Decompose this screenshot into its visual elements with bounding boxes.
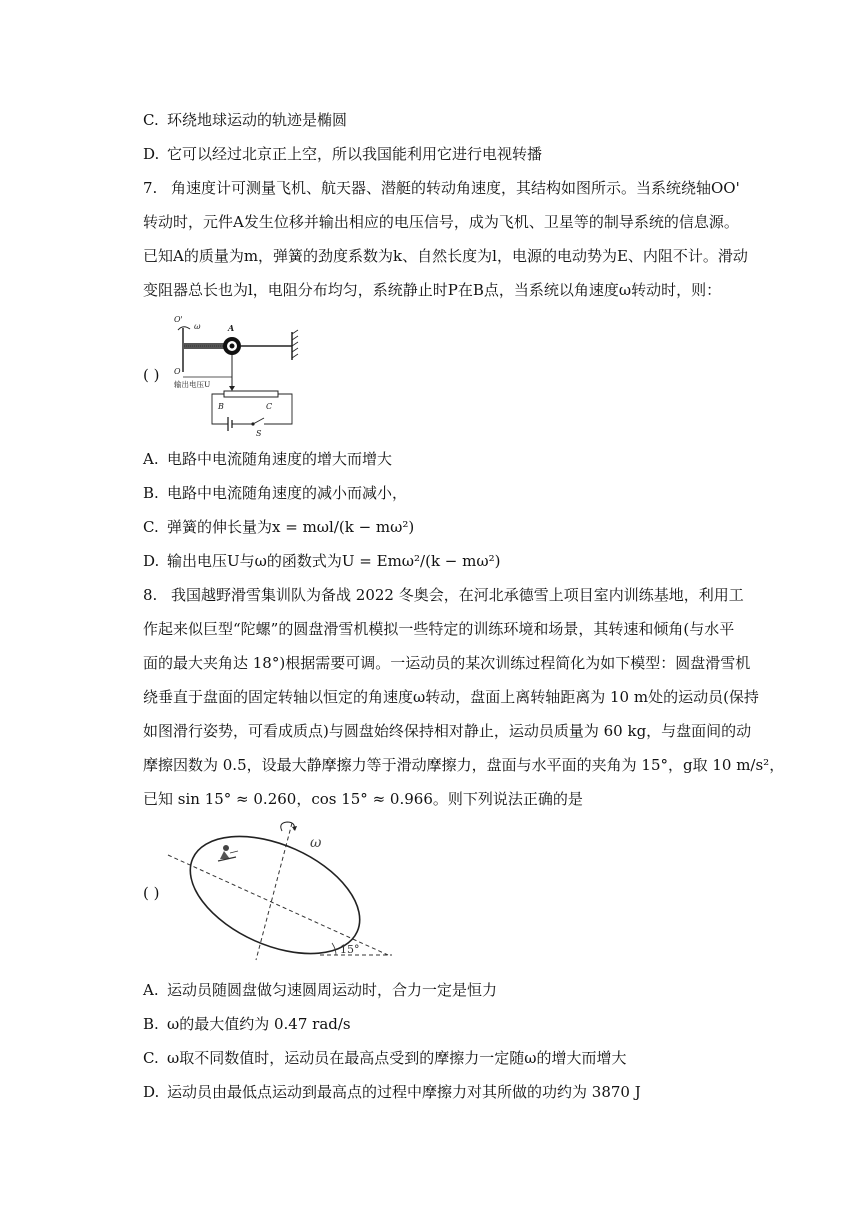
label-s: S	[256, 429, 262, 438]
q8-option-b: B. ω的最大值约为 0.47 rad/s	[143, 1015, 351, 1033]
q7-stem-line: 转动时，元件A发生位移并输出相应的电压信号，成为飞机、卫星等的制导系统的信息源。	[143, 213, 739, 231]
label-output-voltage: 输出电压U	[174, 380, 211, 389]
q8-stem-line: 作起来似巨型“陀螺”的圆盘滑雪机模拟一些特定的训练环境和场景，其转速和倾角(与水平	[143, 620, 735, 638]
label-a: A	[228, 323, 235, 333]
rheostat	[224, 391, 278, 397]
q7-option-a: A. 电路中电流随角速度的增大而增大	[143, 450, 393, 468]
answer-paren: ( )	[143, 366, 160, 384]
question-number: 8.	[143, 586, 158, 604]
q7-stem-line: 已知A的质量为m，弹簧的劲度系数为k、自然长度为l，电源的电动势为E、内阻不计。滑动	[143, 247, 748, 265]
label-15-degree: 15°	[340, 943, 360, 956]
label-b: B	[218, 402, 224, 411]
answer-paren: ( )	[143, 884, 160, 902]
q6-option-c: C. 环绕地球运动的轨迹是椭圆	[143, 111, 348, 129]
label-omega: ω	[310, 835, 322, 851]
q7-option-d: D. 输出电压U与ω的函数式为U = Emω²/(k − mω²)	[143, 552, 501, 570]
q7-stem-line: 变阻器总长也为l，电阻分布均匀，系统静止时P在B点，当系统以角速度ω转动时，则：	[143, 281, 722, 299]
rotation-axis	[256, 823, 292, 960]
rotation-arrow	[178, 327, 190, 330]
q8-stem-line: 面的最大夹角达 18°)根据需要可调。一运动员的某次训练过程简化为如下模型：圆盘滑雪机	[143, 654, 751, 672]
disc-skiing-machine-figure	[160, 815, 410, 965]
wall	[292, 330, 298, 360]
rotation-arrow	[281, 822, 295, 831]
q6-option-d: D. 它可以经过北京正上空，所以我国能利用它进行电视转播	[143, 145, 543, 163]
switch	[251, 418, 264, 426]
label-o: O	[174, 367, 181, 376]
spring	[184, 343, 224, 349]
q7-option-c: C. 弹簧的伸长量为x = mωl/(k − mω²)	[143, 518, 415, 536]
q8-option-c: C. ω取不同数值时，运动员在最高点受到的摩擦力一定随ω的增大而增大	[143, 1049, 627, 1067]
q8-stem-line: 8. 我国越野滑雪集训队为备战 2022 冬奥会，在河北承德雪上项目室内训练基地，利用工	[143, 586, 744, 604]
q7-option-b: B. 电路中电流随角速度的减小而减小，	[143, 484, 408, 502]
q8-stem-line: 摩擦因数为 0.5，设最大静摩擦力等于滑动摩擦力，盘面与水平面的夹角为 15°，g取 10 m/s²，	[143, 756, 785, 774]
angular-velocity-meter-figure	[170, 312, 310, 438]
angle-arc	[332, 943, 336, 955]
question-number: 7.	[143, 179, 158, 197]
q7-stem-line: 7. 角速度计可测量飞机、航天器、潜艇的转动角速度，其结构如图所示。当系统绕轴OO'	[143, 179, 740, 197]
q8-stem-line: 已知 sin 15° ≈ 0.260，cos 15° ≈ 0.966。则下列说法正确的是	[143, 790, 583, 808]
q8-option-d: D. 运动员由最低点运动到最高点的过程中摩擦力对其所做的功约为 3870 J	[143, 1083, 641, 1101]
q8-stem-line: 绕垂直于盘面的固定转轴以恒定的角速度ω转动，盘面上离转轴距离为 10 m处的运动员(保持	[143, 688, 759, 706]
q8-stem-line: 如图滑行姿势，可看成质点)与圆盘始终保持相对静止，运动员质量为 60 kg，与盘面间的动	[143, 722, 752, 740]
battery	[228, 417, 252, 431]
label-o-prime: O'	[174, 315, 183, 324]
q8-option-a: A. 运动员随圆盘做匀速圆周运动时，合力一定是恒力	[143, 981, 498, 999]
label-c: C	[266, 402, 273, 411]
label-omega: ω	[194, 322, 201, 331]
disc-diameter-line	[168, 855, 388, 955]
skier-icon	[218, 845, 238, 861]
